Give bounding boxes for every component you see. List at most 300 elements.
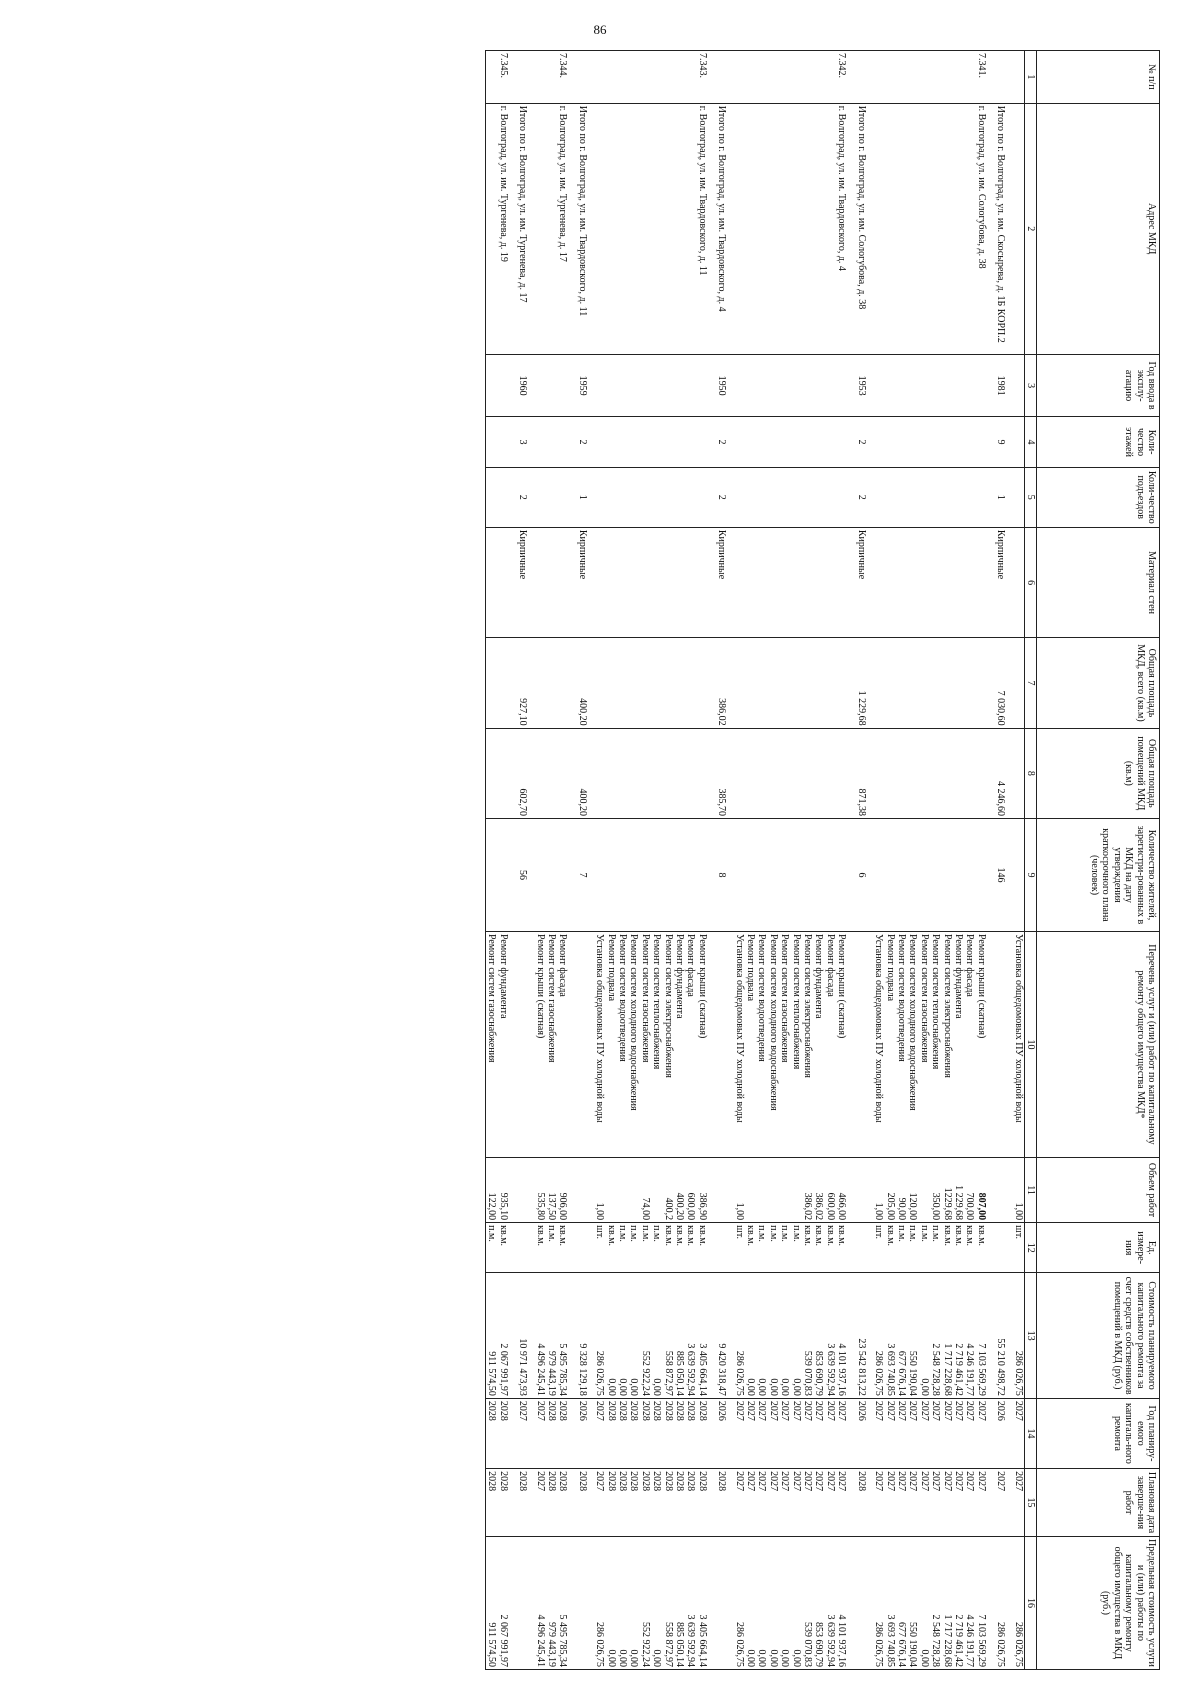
completion-date-cell: 2027: [779, 1469, 790, 1537]
spacer-cell: [867, 1157, 873, 1222]
year-built-cell: [546, 354, 557, 417]
repair-year-cell: 2027: [941, 1398, 952, 1468]
year-built-cell: [662, 354, 673, 417]
spacer-cell: [727, 103, 733, 354]
floors-cell: [918, 417, 929, 467]
premises-area-cell: [964, 728, 975, 818]
work-type-cell: Ремонт крыши (скатная): [836, 931, 855, 1157]
table-row: [557, 51, 576, 1670]
repair-year-cell: 2028: [485, 1398, 497, 1468]
unit-cell: кв.м.: [884, 1223, 895, 1273]
total-area-cell: 400,20: [576, 638, 587, 728]
cost-limit-cell: 853 690,79: [813, 1536, 824, 1669]
row-number: [790, 51, 801, 104]
capital-repair-table: [485, 50, 1160, 1670]
premises-area-cell: [674, 728, 685, 818]
total-area-cell: [534, 638, 545, 728]
cost-cell: 550 190,04: [907, 1273, 918, 1399]
work-volume-cell: 1229,68: [941, 1157, 952, 1222]
entrances-cell: [557, 467, 576, 527]
work-volume-cell: 1,00: [733, 1157, 744, 1222]
table-row: [975, 51, 994, 1670]
address-cell: [802, 103, 813, 354]
total-area-cell: [497, 638, 516, 728]
work-volume-cell: 906,00: [557, 1157, 576, 1222]
address-cell: г. Волгоград, ул. им. Твардовского, д. 4: [836, 103, 855, 354]
entrances-cell: [836, 467, 855, 527]
work-type-cell: Ремонт систем теплоснабжения: [651, 931, 662, 1157]
work-type-cell: Ремонт фундамента: [813, 931, 824, 1157]
repair-year-cell: 2027: [779, 1398, 790, 1468]
total-area-cell: [941, 638, 952, 728]
repair-year-cell: 2028: [497, 1398, 516, 1468]
floors-cell: [813, 417, 824, 467]
address-cell: Итого по г. Волгоград, ул. им. Тургенева, д. 17: [517, 103, 528, 354]
cost-cell: 4 496 245,41: [534, 1273, 545, 1399]
residents-cell: [546, 819, 557, 932]
completion-date-cell: 2027: [825, 1469, 836, 1537]
address-cell: [884, 103, 895, 354]
year-built-cell: [896, 354, 907, 417]
wall-material-cell: [497, 527, 516, 637]
cost-limit-cell: 7 103 569,29: [975, 1536, 994, 1669]
cost-limit-cell: 3 639 592,94: [825, 1536, 836, 1669]
cost-limit-cell: [716, 1536, 727, 1669]
premises-area-cell: [662, 728, 673, 818]
row-number: [1012, 51, 1024, 104]
premises-area-cell: [534, 728, 545, 818]
total-area-cell: 7 030,60: [995, 638, 1006, 728]
wall-material-cell: [896, 527, 907, 637]
header-cell: Год ввода в эксплу-атацию: [1037, 354, 1160, 417]
cost-cell: 539 070,83: [802, 1273, 813, 1399]
completion-date-cell: 2027: [918, 1469, 929, 1537]
total-area-cell: 386,02: [716, 638, 727, 728]
work-volume-cell: [716, 1157, 727, 1222]
entrances-cell: [930, 467, 941, 527]
cost-limit-cell: 885 050,14: [674, 1536, 685, 1669]
floors-cell: [497, 417, 516, 467]
spacer-row: [588, 51, 594, 1670]
floors-cell: [662, 417, 673, 467]
cost-limit-cell: 4 496 245,41: [534, 1536, 545, 1669]
work-volume-cell: [617, 1157, 628, 1222]
work-volume-cell: 700,00: [964, 1157, 975, 1222]
table-row: [639, 51, 650, 1670]
cost-limit-cell: 558 872,97: [662, 1536, 673, 1669]
wall-material-cell: [485, 527, 497, 637]
premises-area-cell: [975, 728, 994, 818]
cost-cell: 3 639 592,94: [825, 1273, 836, 1399]
table-row: [767, 51, 778, 1670]
unit-cell: п.м.: [756, 1223, 767, 1273]
row-number: [651, 51, 662, 104]
table-row: [930, 51, 941, 1670]
row-number: [534, 51, 545, 104]
row-number: [918, 51, 929, 104]
completion-date-cell: 2028: [485, 1469, 497, 1537]
column-number: 8: [1024, 728, 1036, 818]
total-area-cell: [884, 638, 895, 728]
wall-material-cell: [617, 527, 628, 637]
table-row: [896, 51, 907, 1670]
cost-limit-cell: [855, 1536, 866, 1669]
address-cell: [674, 103, 685, 354]
cost-limit-cell: 286 026,75: [873, 1536, 884, 1669]
completion-date-cell: 2027: [767, 1469, 778, 1537]
work-type-cell: Ремонт систем водоотведения: [896, 931, 907, 1157]
unit-cell: п.м.: [546, 1223, 557, 1273]
premises-area-cell: 4 246,60: [995, 728, 1006, 818]
table-row: [918, 51, 929, 1670]
floors-cell: [941, 417, 952, 467]
spacer-cell: [727, 819, 733, 932]
premises-area-cell: [733, 728, 744, 818]
unit-cell: п.м.: [628, 1223, 639, 1273]
wall-material-cell: [884, 527, 895, 637]
floors-cell: [485, 417, 497, 467]
floors-cell: [873, 417, 884, 467]
wall-material-cell: Кирпичные: [716, 527, 727, 637]
completion-date-cell: 2027: [941, 1469, 952, 1537]
wall-material-cell: [685, 527, 696, 637]
column-number: 6: [1024, 527, 1036, 637]
row-number: [674, 51, 685, 104]
spacer-cell: [1006, 819, 1012, 932]
residents-cell: 146: [995, 819, 1006, 932]
completion-date-cell: 2028: [605, 1469, 616, 1537]
total-area-cell: [733, 638, 744, 728]
cost-limit-cell: 539 070,83: [802, 1536, 813, 1669]
spacer-cell: [528, 51, 534, 104]
premises-area-cell: [651, 728, 662, 818]
total-row: [576, 51, 587, 1670]
completion-date-cell: 2027: [802, 1469, 813, 1537]
total-area-cell: [975, 638, 994, 728]
repair-year-cell: 2027: [975, 1398, 994, 1468]
total-area-cell: [617, 638, 628, 728]
wall-material-cell: Кирпичные: [576, 527, 587, 637]
spacer-row: [528, 51, 534, 1670]
spacer-cell: [867, 819, 873, 932]
column-number: 7: [1024, 638, 1036, 728]
table-row: [884, 51, 895, 1670]
row-number: 7.344.: [557, 51, 576, 104]
year-built-cell: [873, 354, 884, 417]
address-cell: [685, 103, 696, 354]
work-type-cell: Ремонт крыши (скатная): [696, 931, 715, 1157]
cost-cell: 853 690,79: [813, 1273, 824, 1399]
residents-cell: [733, 819, 744, 932]
work-volume-cell: 386,02: [813, 1157, 824, 1222]
residents-cell: [1012, 819, 1024, 932]
unit-cell: п.м.: [485, 1223, 497, 1273]
work-type-cell: Ремонт крыши (скатная): [975, 931, 994, 1157]
entrances-cell: 1: [995, 467, 1006, 527]
column-number: 11: [1024, 1157, 1036, 1222]
completion-date-cell: 2027: [594, 1469, 605, 1537]
spacer-cell: [867, 103, 873, 354]
spacer-cell: [528, 728, 534, 818]
table-row: [1012, 51, 1024, 1670]
work-type-cell: [716, 931, 727, 1157]
table-row: [836, 51, 855, 1670]
year-built-cell: [685, 354, 696, 417]
row-number: [953, 51, 964, 104]
work-type-cell: Установка общедомовых ПУ холодной воды: [1012, 931, 1024, 1157]
year-built-cell: [639, 354, 650, 417]
repair-year-cell: 2026: [995, 1398, 1006, 1468]
premises-area-cell: [546, 728, 557, 818]
wall-material-cell: [756, 527, 767, 637]
cost-cell: 0,00: [628, 1273, 639, 1399]
year-built-cell: [802, 354, 813, 417]
premises-area-cell: [639, 728, 650, 818]
table-row: [779, 51, 790, 1670]
cost-cell: 1 717 228,68: [941, 1273, 952, 1399]
table-row: [733, 51, 744, 1670]
row-number: 7.343.: [696, 51, 715, 104]
floors-cell: [767, 417, 778, 467]
cost-limit-cell: 0,00: [767, 1536, 778, 1669]
work-volume-cell: 807,00: [975, 1157, 994, 1222]
row-number: [685, 51, 696, 104]
spacer-cell: [867, 417, 873, 467]
completion-date-cell: 2027: [733, 1469, 744, 1537]
entrances-cell: [674, 467, 685, 527]
work-type-cell: Ремонт систем холодного водоснабжения: [628, 931, 639, 1157]
spacer-cell: [727, 527, 733, 637]
repair-year-cell: 2028: [628, 1398, 639, 1468]
residents-cell: 56: [517, 819, 528, 932]
cost-limit-cell: 4 101 937,16: [836, 1536, 855, 1669]
work-volume-cell: 600,00: [685, 1157, 696, 1222]
cost-cell: 286 026,75: [594, 1273, 605, 1399]
table-row: [745, 51, 756, 1670]
wall-material-cell: [813, 527, 824, 637]
table-row: [617, 51, 628, 1670]
address-cell: [485, 103, 497, 354]
row-number: [617, 51, 628, 104]
address-cell: [930, 103, 941, 354]
total-area-cell: [873, 638, 884, 728]
total-area-cell: [685, 638, 696, 728]
year-built-cell: [790, 354, 801, 417]
row-number: [964, 51, 975, 104]
address-cell: [953, 103, 964, 354]
address-cell: [639, 103, 650, 354]
repair-year-cell: 2027: [733, 1398, 744, 1468]
work-volume-cell: [745, 1157, 756, 1222]
cost-limit-cell: 3 639 592,94: [685, 1536, 696, 1669]
cost-limit-cell: 0,00: [756, 1536, 767, 1669]
unit-cell: кв.м.: [534, 1223, 545, 1273]
unit-cell: п.м.: [617, 1223, 628, 1273]
floors-cell: [594, 417, 605, 467]
work-type-cell: Ремонт фасада: [685, 931, 696, 1157]
work-volume-cell: [651, 1157, 662, 1222]
total-area-cell: [557, 638, 576, 728]
floors-cell: [639, 417, 650, 467]
unit-cell: кв.м.: [825, 1223, 836, 1273]
column-number: 16: [1024, 1536, 1036, 1669]
wall-material-cell: [628, 527, 639, 637]
work-type-cell: Ремонт систем газоснабжения: [639, 931, 650, 1157]
repair-year-cell: 2026: [855, 1398, 866, 1468]
cost-limit-cell: 911 574,50: [485, 1536, 497, 1669]
wall-material-cell: [594, 527, 605, 637]
wall-material-cell: [745, 527, 756, 637]
premises-area-cell: [756, 728, 767, 818]
header-cell: Материал стен: [1037, 527, 1160, 637]
table-row: [941, 51, 952, 1670]
address-cell: [896, 103, 907, 354]
floors-cell: 9: [995, 417, 1006, 467]
work-type-cell: Установка общедомовых ПУ холодной воды: [873, 931, 884, 1157]
row-number: [873, 51, 884, 104]
premises-area-cell: [802, 728, 813, 818]
table-row: [485, 51, 497, 1670]
spacer-cell: [867, 1273, 873, 1399]
entrances-cell: [779, 467, 790, 527]
residents-cell: 8: [716, 819, 727, 932]
wall-material-cell: Кирпичные: [517, 527, 528, 637]
row-number: 7.345.: [497, 51, 516, 104]
completion-date-cell: 2027: [813, 1469, 824, 1537]
cost-cell: 7 103 569,29: [975, 1273, 994, 1399]
spacer-cell: [528, 417, 534, 467]
work-type-cell: Ремонт систем холодного водоснабжения: [907, 931, 918, 1157]
total-area-cell: [1012, 638, 1024, 728]
floors-cell: [605, 417, 616, 467]
entrances-cell: [756, 467, 767, 527]
year-built-cell: [941, 354, 952, 417]
year-built-cell: [497, 354, 516, 417]
repair-year-cell: 2027: [517, 1398, 528, 1468]
repair-year-cell: 2027: [767, 1398, 778, 1468]
header-cell: № п/п: [1037, 51, 1160, 104]
entrances-cell: [884, 467, 895, 527]
year-built-cell: 1950: [716, 354, 727, 417]
completion-date-cell: 2028: [546, 1469, 557, 1537]
total-area-cell: [964, 638, 975, 728]
premises-area-cell: 385,70: [716, 728, 727, 818]
header-cell: Коли-чество подъездов: [1037, 467, 1160, 527]
residents-cell: [813, 819, 824, 932]
completion-date-cell: 2027: [953, 1469, 964, 1537]
row-number: [941, 51, 952, 104]
year-built-cell: [930, 354, 941, 417]
completion-date-cell: 2028: [557, 1469, 576, 1537]
unit-cell: кв.м.: [745, 1223, 756, 1273]
wall-material-cell: [696, 527, 715, 637]
table-row: [964, 51, 975, 1670]
column-number: 4: [1024, 417, 1036, 467]
entrances-cell: [685, 467, 696, 527]
total-row: [517, 51, 528, 1670]
cost-cell: 885 050,14: [674, 1273, 685, 1399]
address-cell: г. Волгоград, ул. им. Сологубова, д. 38: [975, 103, 994, 354]
column-number: 9: [1024, 819, 1036, 932]
cost-limit-cell: 3 693 740,85: [884, 1536, 895, 1669]
spacer-cell: [1006, 728, 1012, 818]
spacer-cell: [588, 354, 594, 417]
floors-cell: [896, 417, 907, 467]
address-cell: Итого по г. Волгоград, ул. им. Твардовского, д. 4: [716, 103, 727, 354]
floors-cell: [930, 417, 941, 467]
row-number: [767, 51, 778, 104]
column-number: 3: [1024, 354, 1036, 417]
residents-cell: [825, 819, 836, 932]
floors-cell: 3: [517, 417, 528, 467]
address-cell: [813, 103, 824, 354]
spacer-cell: [867, 527, 873, 637]
address-cell: Итого по г. Волгоград, ул. им. Сологубова, д. 38: [855, 103, 866, 354]
address-cell: [964, 103, 975, 354]
premises-area-cell: [790, 728, 801, 818]
work-volume-cell: 350,00: [930, 1157, 941, 1222]
wall-material-cell: Кирпичные: [855, 527, 866, 637]
header-cell: Перечень услуг и (или) работ по капитальному ремонту общего имущества МКД*: [1037, 931, 1160, 1157]
completion-date-cell: 2028: [685, 1469, 696, 1537]
row-number: [639, 51, 650, 104]
repair-year-cell: 2027: [964, 1398, 975, 1468]
floors-cell: [953, 417, 964, 467]
cost-cell: 0,00: [651, 1273, 662, 1399]
residents-cell: [767, 819, 778, 932]
work-type-cell: Ремонт фундамента: [674, 931, 685, 1157]
spacer-cell: [528, 819, 534, 932]
entrances-cell: [651, 467, 662, 527]
entrances-cell: 2: [855, 467, 866, 527]
residents-cell: [873, 819, 884, 932]
cost-limit-cell: 2 067 991,97: [497, 1536, 516, 1669]
unit-cell: п.м.: [779, 1223, 790, 1273]
total-area-cell: [930, 638, 941, 728]
row-number: [485, 51, 497, 104]
table-row: [651, 51, 662, 1670]
column-number: 12: [1024, 1223, 1036, 1273]
wall-material-cell: [790, 527, 801, 637]
floors-cell: [756, 417, 767, 467]
wall-material-cell: [802, 527, 813, 637]
table-row: [546, 51, 557, 1670]
cost-cell: 9 420 318,47: [716, 1273, 727, 1399]
repair-year-cell: 2028: [605, 1398, 616, 1468]
spacer-cell: [588, 1469, 594, 1537]
repair-year-cell: 2027: [802, 1398, 813, 1468]
column-number-row: [1024, 51, 1036, 1670]
entrances-cell: [825, 467, 836, 527]
completion-date-cell: 2027: [1012, 1469, 1024, 1537]
row-number: [662, 51, 673, 104]
unit-cell: п.м.: [918, 1223, 929, 1273]
floors-cell: [907, 417, 918, 467]
repair-year-cell: 2026: [576, 1398, 587, 1468]
header-cell: Общая площадь помещений МКД (кв.м): [1037, 728, 1160, 818]
cost-limit-cell: 979 443,19: [546, 1536, 557, 1669]
work-type-cell: [855, 931, 866, 1157]
row-number: [930, 51, 941, 104]
unit-cell: п.м.: [790, 1223, 801, 1273]
premises-area-cell: [557, 728, 576, 818]
total-area-cell: [594, 638, 605, 728]
residents-cell: [975, 819, 994, 932]
residents-cell: [836, 819, 855, 932]
unit-cell: кв.м.: [813, 1223, 824, 1273]
address-cell: [873, 103, 884, 354]
cost-cell: 2 719 461,42: [953, 1273, 964, 1399]
